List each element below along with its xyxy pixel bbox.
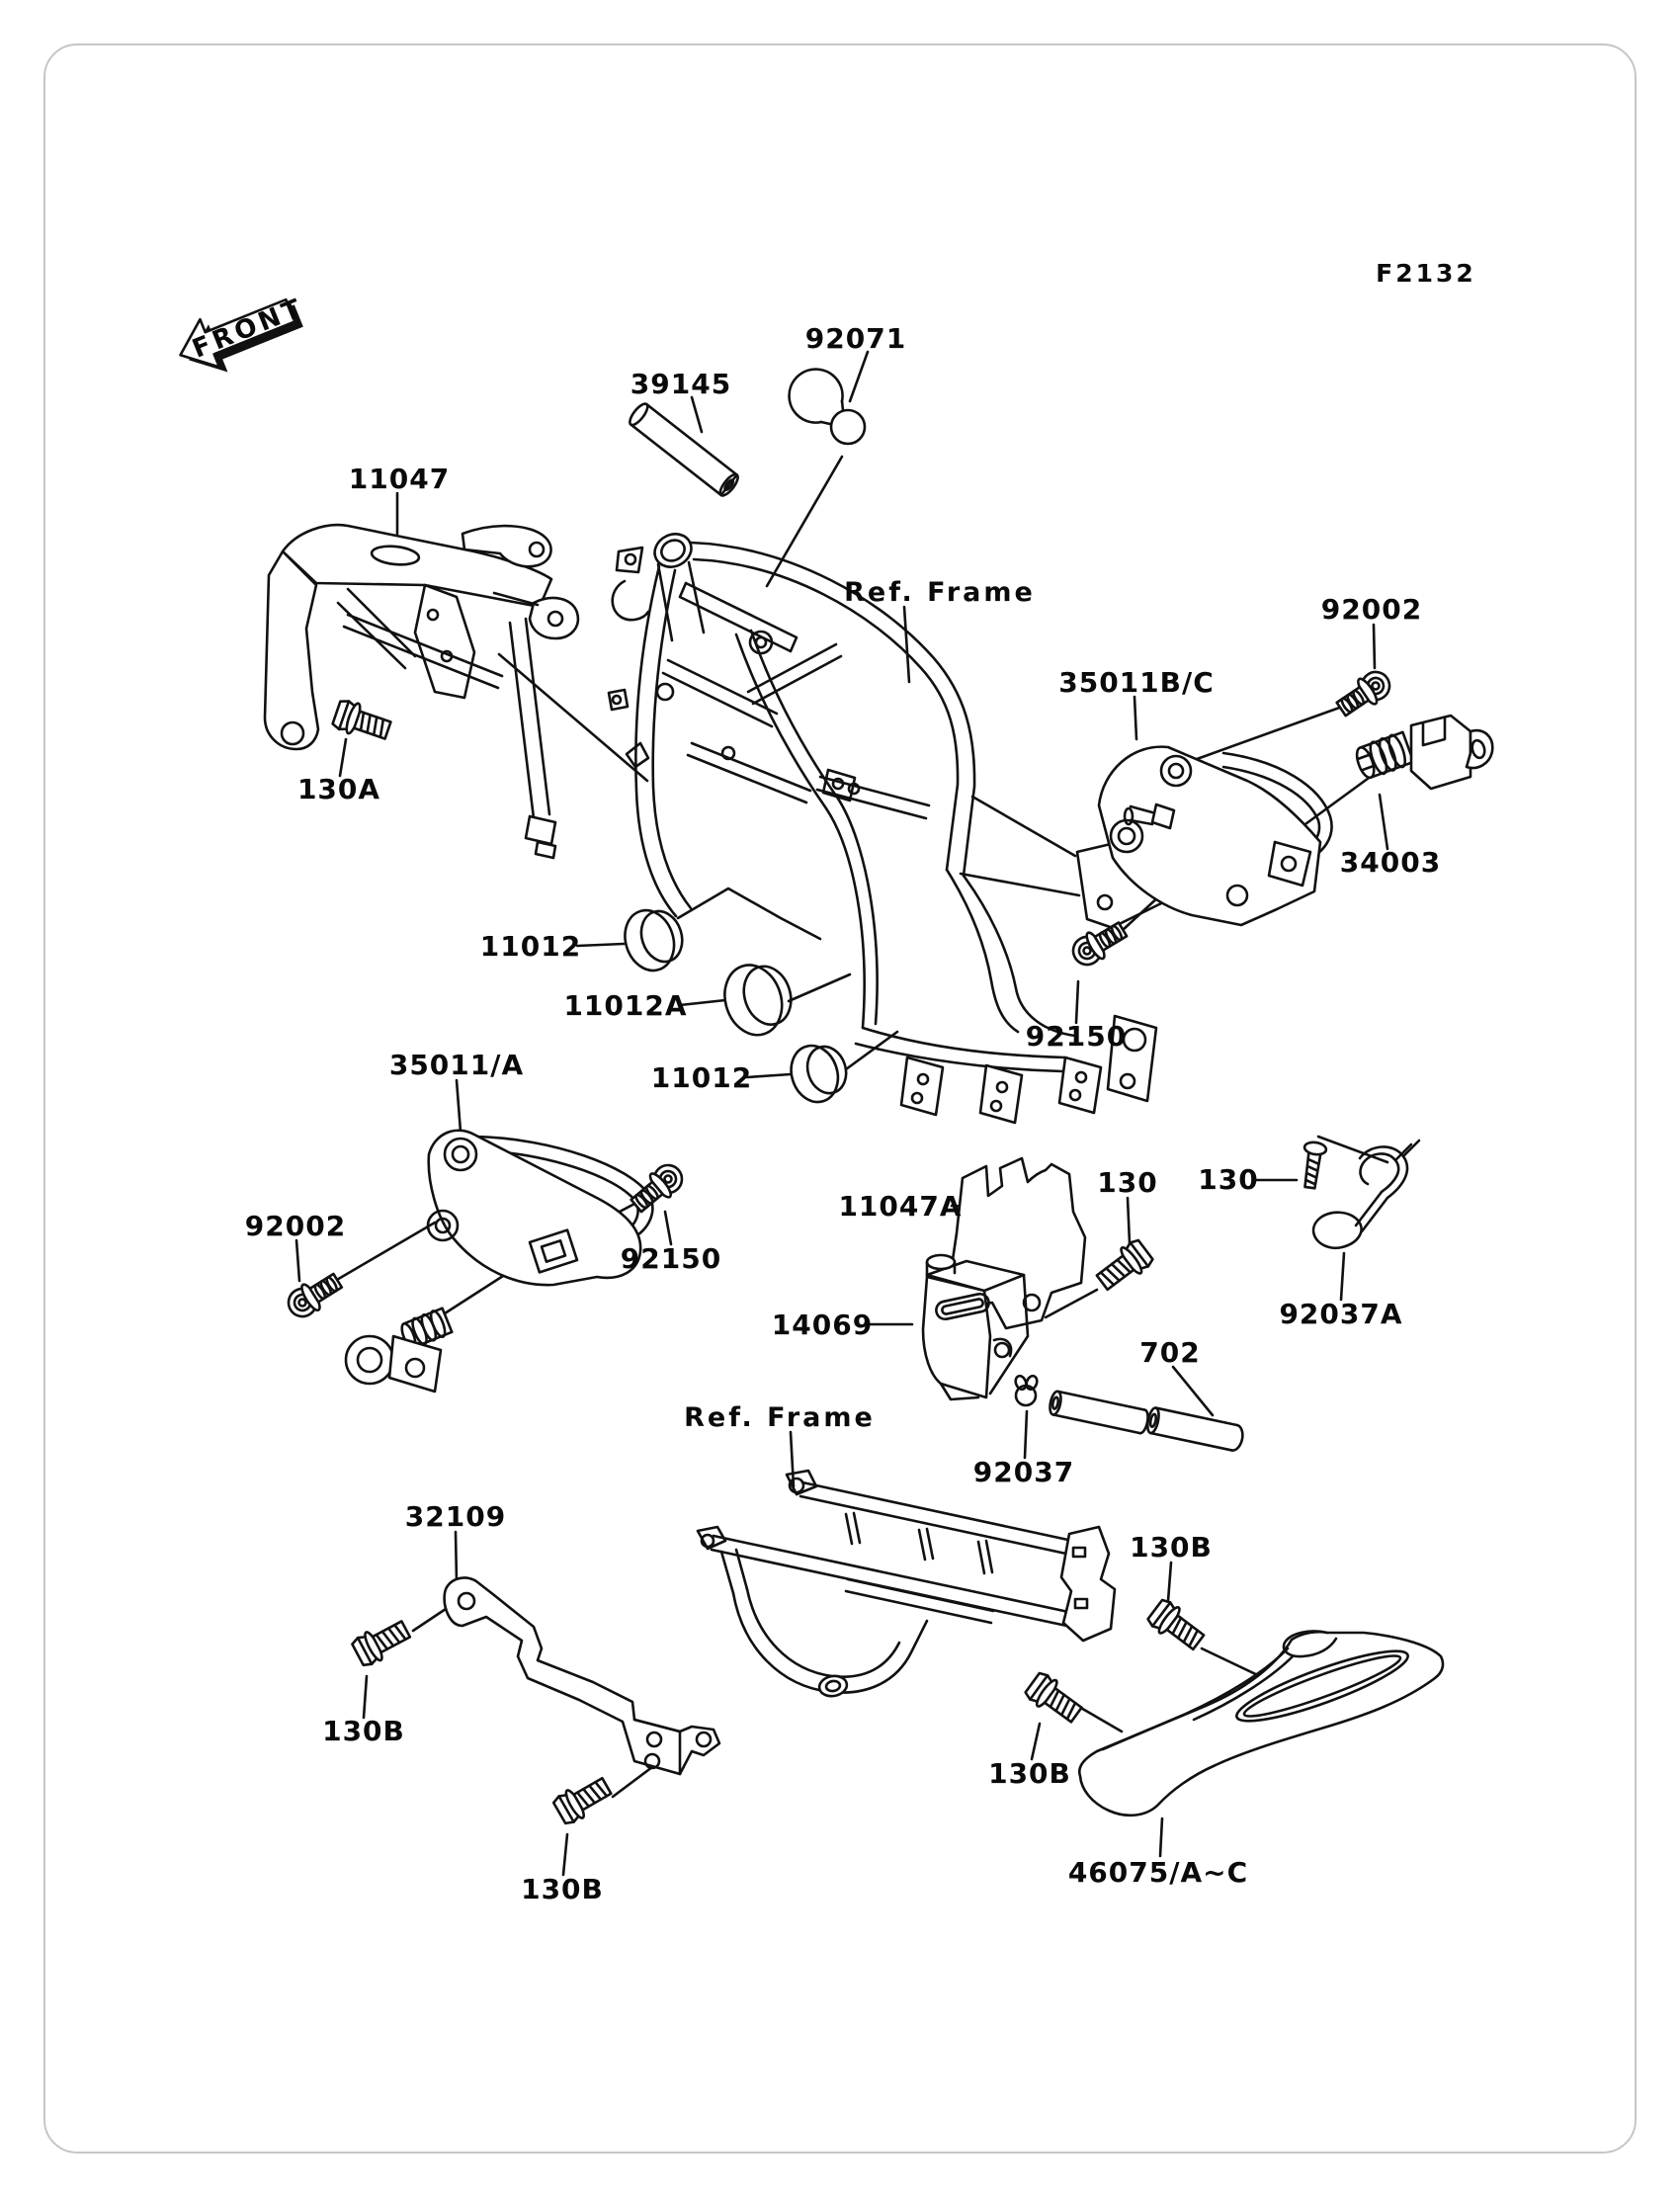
part-130-screw bbox=[1300, 1141, 1327, 1190]
callout-11012-bottom: 11012 bbox=[650, 1061, 753, 1094]
part-34003-clevis-right bbox=[1353, 716, 1492, 789]
part-11012-cap-bottom bbox=[784, 1037, 853, 1108]
part-11012-cap-top bbox=[618, 901, 690, 977]
part-702-tube-2 bbox=[1145, 1407, 1244, 1453]
callout-ref-frame-top: Ref. Frame bbox=[844, 577, 1036, 608]
callout-130b-left: 130B bbox=[322, 1715, 405, 1747]
callout-92002-left: 92002 bbox=[244, 1210, 347, 1242]
part-34003-clevis-left bbox=[346, 1308, 453, 1392]
callout-11047: 11047 bbox=[348, 463, 451, 495]
front-direction-arrow bbox=[171, 282, 315, 386]
part-702-tube-1 bbox=[1049, 1391, 1150, 1434]
part-46075-cover bbox=[1079, 1631, 1443, 1815]
part-130-bolt bbox=[1093, 1237, 1155, 1296]
callout-130a: 130A bbox=[296, 773, 381, 805]
part-92002-bolt-left bbox=[283, 1268, 345, 1322]
part-39145-pipe bbox=[627, 401, 740, 498]
callout-130b-right-mid: 130B bbox=[988, 1757, 1071, 1790]
callout-130b-right-top: 130B bbox=[1130, 1531, 1213, 1563]
part-92002-bolt-right bbox=[1333, 666, 1395, 721]
part-32109-bracket bbox=[445, 1577, 719, 1774]
callout-92037a: 92037A bbox=[1279, 1298, 1403, 1330]
callout-92150-left: 92150 bbox=[620, 1242, 722, 1275]
callout-14069: 14069 bbox=[771, 1309, 874, 1341]
part-130b-bolt-bottom bbox=[551, 1772, 615, 1826]
rear-frame-drawing bbox=[698, 1471, 1115, 1698]
part-130a-bolt bbox=[331, 698, 392, 745]
callout-11012a: 11012A bbox=[563, 989, 688, 1022]
callout-11012-top: 11012 bbox=[479, 930, 582, 963]
callout-35011a: 35011/A bbox=[388, 1049, 525, 1081]
part-92150-bolt-left bbox=[627, 1159, 688, 1218]
callout-ref-frame-bottom: Ref. Frame bbox=[684, 1402, 876, 1433]
part-130b-bolt-right-top bbox=[1145, 1597, 1208, 1655]
callout-702: 702 bbox=[1139, 1336, 1201, 1369]
part-35011bc-bracket bbox=[1099, 747, 1332, 925]
front-arrow-label: FRONT bbox=[188, 293, 309, 365]
part-92071-ring bbox=[790, 370, 865, 444]
callout-35011bc: 35011B/C bbox=[1058, 666, 1215, 699]
callout-130-second: 130 bbox=[1198, 1163, 1259, 1196]
part-92150-bolt-right bbox=[1067, 917, 1130, 972]
diagram-code: F2132 bbox=[1376, 259, 1476, 288]
callout-92071: 92071 bbox=[804, 322, 907, 355]
callout-39145: 39145 bbox=[630, 368, 732, 400]
part-35011a-bracket bbox=[428, 1131, 652, 1285]
callout-92037: 92037 bbox=[972, 1456, 1075, 1488]
part-11012a-cap bbox=[716, 955, 800, 1043]
part-130b-bolt-right-mid bbox=[1023, 1670, 1085, 1728]
callout-32109: 32109 bbox=[404, 1500, 507, 1533]
callout-11047a: 11047A bbox=[838, 1190, 963, 1223]
callout-46075: 46075/A~C bbox=[1067, 1856, 1249, 1889]
callout-34003-right: 34003 bbox=[1339, 846, 1442, 879]
part-130b-bolt-left bbox=[351, 1615, 414, 1668]
part-92037a-clamp bbox=[1313, 1141, 1419, 1248]
callout-92150-right: 92150 bbox=[1025, 1020, 1128, 1053]
callout-92002-right: 92002 bbox=[1320, 593, 1423, 626]
part-11047-bracket bbox=[265, 525, 578, 858]
part-92037-clip bbox=[1014, 1375, 1039, 1405]
callout-130b-bottom: 130B bbox=[521, 1873, 604, 1905]
callout-130-first: 130 bbox=[1097, 1166, 1158, 1199]
